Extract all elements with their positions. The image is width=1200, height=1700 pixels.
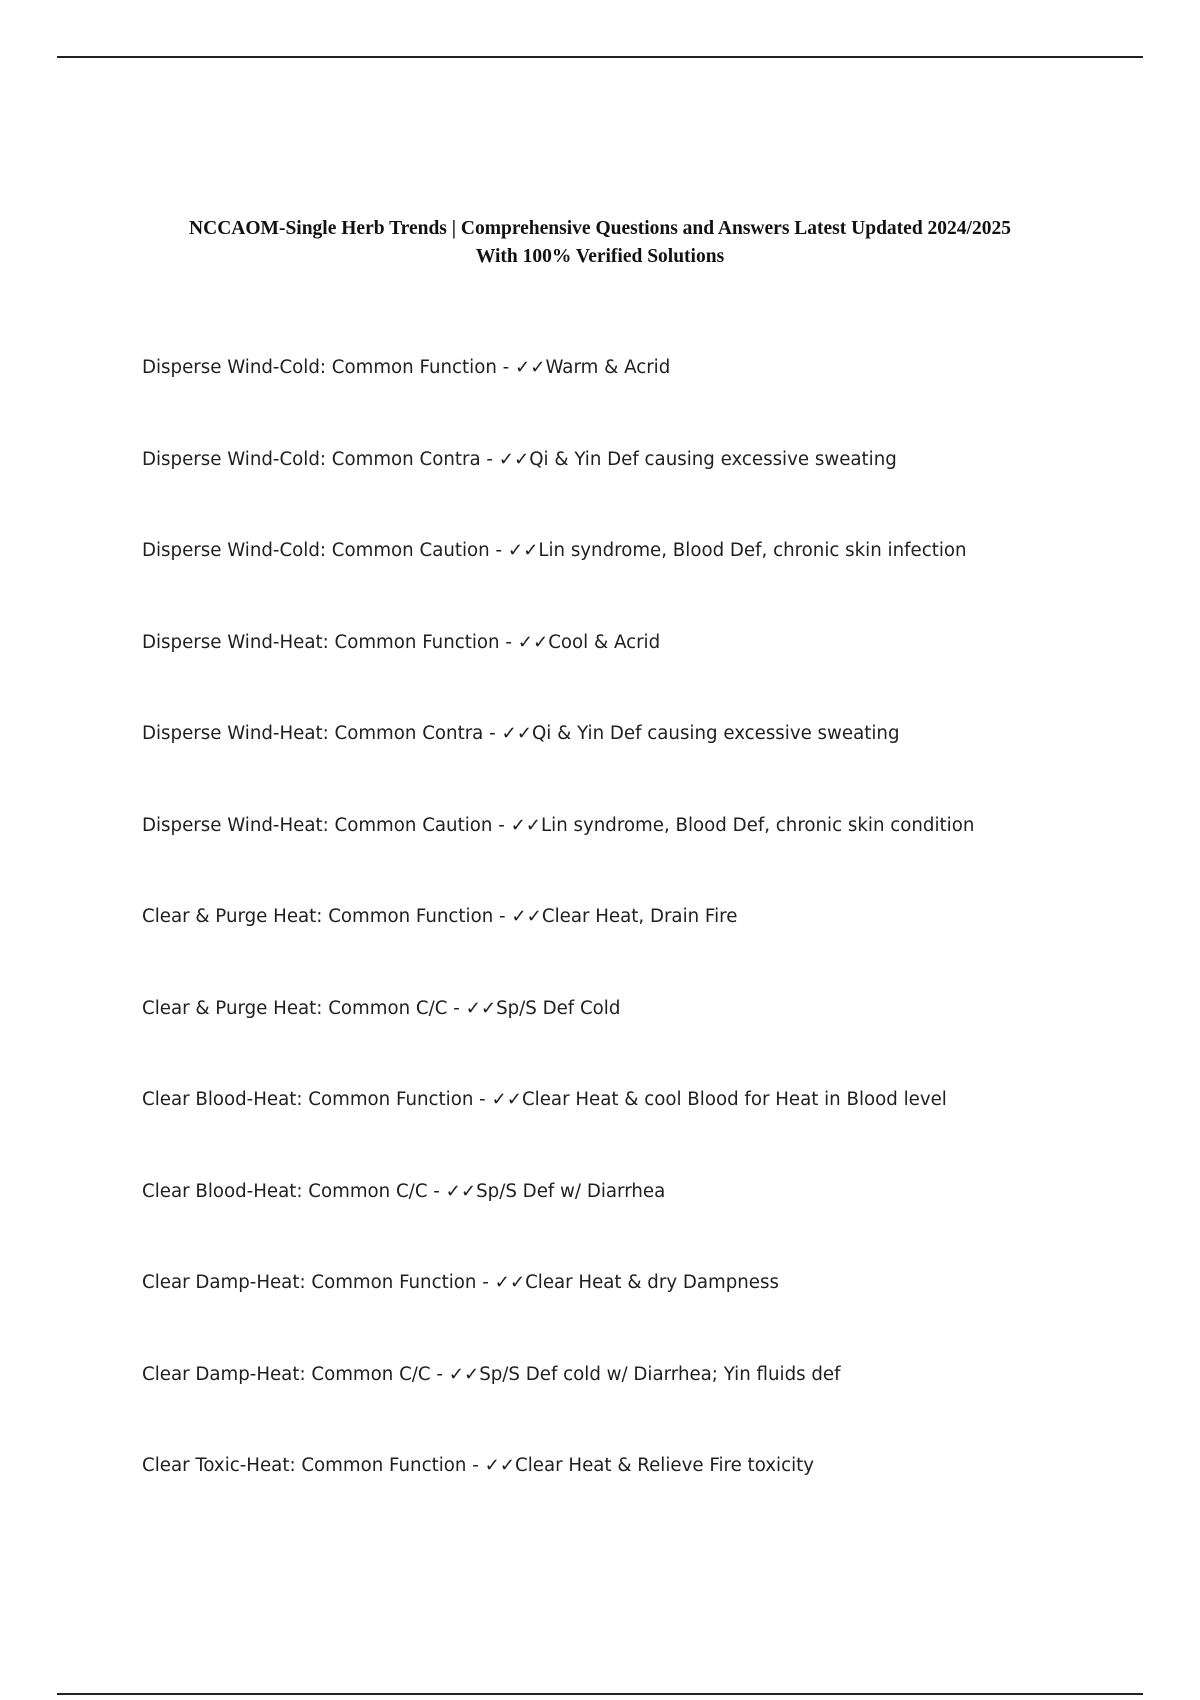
qa-question: Disperse Wind-Cold: Common Contra: [142, 448, 481, 470]
checkmark-icon: ✓✓: [511, 906, 542, 927]
footer-rule: [57, 1693, 1143, 1695]
qa-separator: -: [427, 1180, 446, 1202]
qa-question: Clear Toxic-Heat: Common Function: [142, 1455, 467, 1476]
qa-separator: -: [489, 540, 508, 561]
qa-separator: -: [476, 1272, 495, 1293]
qa-item: [142, 814, 1142, 906]
checkmark-icon: ✓✓: [465, 997, 497, 1019]
qa-item: [142, 905, 1142, 997]
qa-question: Disperse Wind-Cold: Common Caution: [142, 540, 490, 561]
qa-answer: Sp/S Def Cold: [496, 997, 621, 1019]
title-line-1: NCCAOM-Single Herb Trends | Comprehensive Questions and Answers Latest Updated 2024/2025: [189, 218, 1011, 239]
qa-answer: Clear Heat & dry Dampness: [525, 1272, 779, 1293]
qa-question: Disperse Wind-Heat: Common Function: [142, 631, 500, 653]
qa-answer: Qi & Yin Def causing excessive sweating: [531, 723, 900, 744]
checkmark-icon: ✓✓: [484, 1455, 516, 1476]
title-line-2: With 100% Verified Solutions: [475, 246, 725, 267]
checkmark-icon: ✓✓: [491, 1089, 522, 1110]
qa-answer: Sp/S Def cold w/ Diarrhea; Yin fluids def: [479, 1363, 841, 1385]
qa-separator: -: [430, 1363, 449, 1385]
qa-question: Clear & Purge Heat: Common C/C: [142, 997, 448, 1019]
qa-item: [142, 448, 1142, 540]
qa-item: [142, 1088, 1142, 1180]
checkmark-icon: ✓✓: [445, 1180, 477, 1202]
qa-question: Clear Blood-Heat: Common C/C: [142, 1180, 428, 1202]
checkmark-icon: ✓✓: [507, 540, 539, 561]
qa-separator: -: [480, 448, 499, 470]
qa-answer: Clear Heat & Relieve Fire toxicity: [515, 1455, 815, 1476]
checkmark-icon: ✓✓: [501, 723, 532, 744]
checkmark-icon: ✓✓: [448, 1363, 480, 1385]
qa-item: [142, 1363, 1142, 1455]
qa-list: [142, 356, 1142, 1546]
qa-question: Clear & Purge Heat: Common Function: [142, 906, 494, 927]
qa-item: [142, 997, 1142, 1089]
header-rule: [57, 56, 1143, 58]
qa-separator: -: [466, 1455, 485, 1476]
checkmark-icon: ✓✓: [515, 357, 546, 378]
qa-separator: -: [447, 997, 466, 1019]
qa-item: [142, 631, 1142, 723]
qa-question: Disperse Wind-Cold: Common Function: [142, 357, 497, 378]
checkmark-icon: ✓✓: [517, 631, 549, 653]
qa-question: Clear Damp-Heat: Common C/C: [142, 1363, 431, 1385]
qa-answer: Sp/S Def w/ Diarrhea: [476, 1180, 666, 1202]
qa-item: [142, 1180, 1142, 1272]
checkmark-icon: ✓✓: [494, 1272, 526, 1293]
qa-item: [142, 722, 1142, 814]
document-title: [100, 215, 1100, 271]
qa-separator: -: [473, 1089, 492, 1110]
qa-question: Clear Damp-Heat: Common Function: [142, 1272, 477, 1293]
qa-answer: Lin syndrome, Blood Def, chronic skin condition: [541, 814, 975, 836]
qa-question: Disperse Wind-Heat: Common Caution: [142, 814, 493, 836]
checkmark-icon: ✓✓: [510, 814, 542, 836]
qa-answer: Clear Heat, Drain Fire: [541, 906, 738, 927]
qa-question: Disperse Wind-Heat: Common Contra: [142, 723, 484, 744]
qa-item: [142, 1271, 1142, 1363]
checkmark-icon: ✓✓: [498, 448, 530, 470]
qa-separator: -: [496, 357, 515, 378]
qa-separator: -: [492, 814, 511, 836]
qa-separator: -: [483, 723, 502, 744]
qa-answer: Clear Heat & cool Blood for Heat in Blood level: [521, 1089, 947, 1110]
qa-question: Clear Blood-Heat: Common Function: [142, 1089, 474, 1110]
qa-answer: Lin syndrome, Blood Def, chronic skin infection: [538, 540, 967, 561]
qa-item: [142, 1454, 1142, 1546]
qa-answer: Warm & Acrid: [545, 357, 671, 378]
qa-answer: Cool & Acrid: [548, 631, 661, 653]
qa-answer: Qi & Yin Def causing excessive sweating: [529, 448, 897, 470]
qa-separator: -: [499, 631, 518, 653]
qa-item: [142, 356, 1142, 448]
qa-item: [142, 539, 1142, 631]
qa-separator: -: [493, 906, 512, 927]
